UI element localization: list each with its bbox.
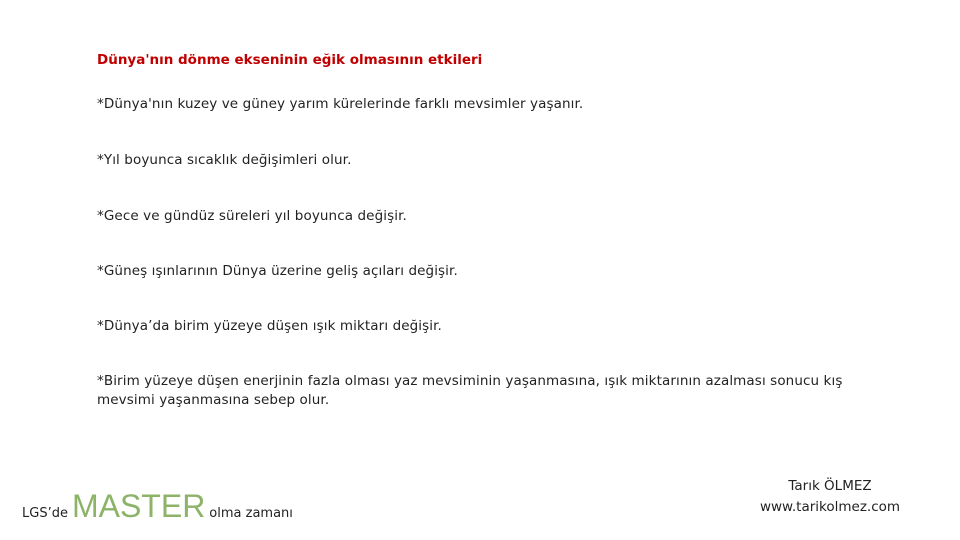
footer-slogan [22, 488, 293, 524]
slogan-suffix: olma zamanı [209, 506, 293, 521]
bullet-item: *Güneş ışınlarının Dünya üzerine geliş açıları değişir. [97, 263, 458, 279]
bullet-item: *Yıl boyunca sıcaklık değişimleri olur. [97, 152, 352, 168]
website-link[interactable]: www.tarikolmez.com [759, 499, 901, 515]
bullet-item: *Gece ve gündüz süreleri yıl boyunca değişir. [97, 208, 407, 224]
slide-title: Dünya'nın dönme ekseninin eğik olmasının etkileri [97, 52, 483, 68]
slogan-brand: MASTER [71, 488, 206, 524]
bullet-item: *Dünya'nın kuzey ve güney yarım kürelerinde farklı mevsimler yaşanır. [97, 96, 584, 112]
author-name: Tarık ÖLMEZ [788, 478, 872, 494]
bullet-item: *Dünya’da birim yüzeye düşen ışık miktarı değişir. [97, 318, 442, 334]
slogan-prefix: LGS’de [22, 506, 68, 521]
bullet-item: *Birim yüzeye düşen enerjinin fazla olması yaz mevsiminin yaşanmasına, ışık miktarının azalması sonucu kış mevsimi yaşanmasına sebep olur. [97, 373, 843, 408]
footer-credits [730, 476, 930, 518]
